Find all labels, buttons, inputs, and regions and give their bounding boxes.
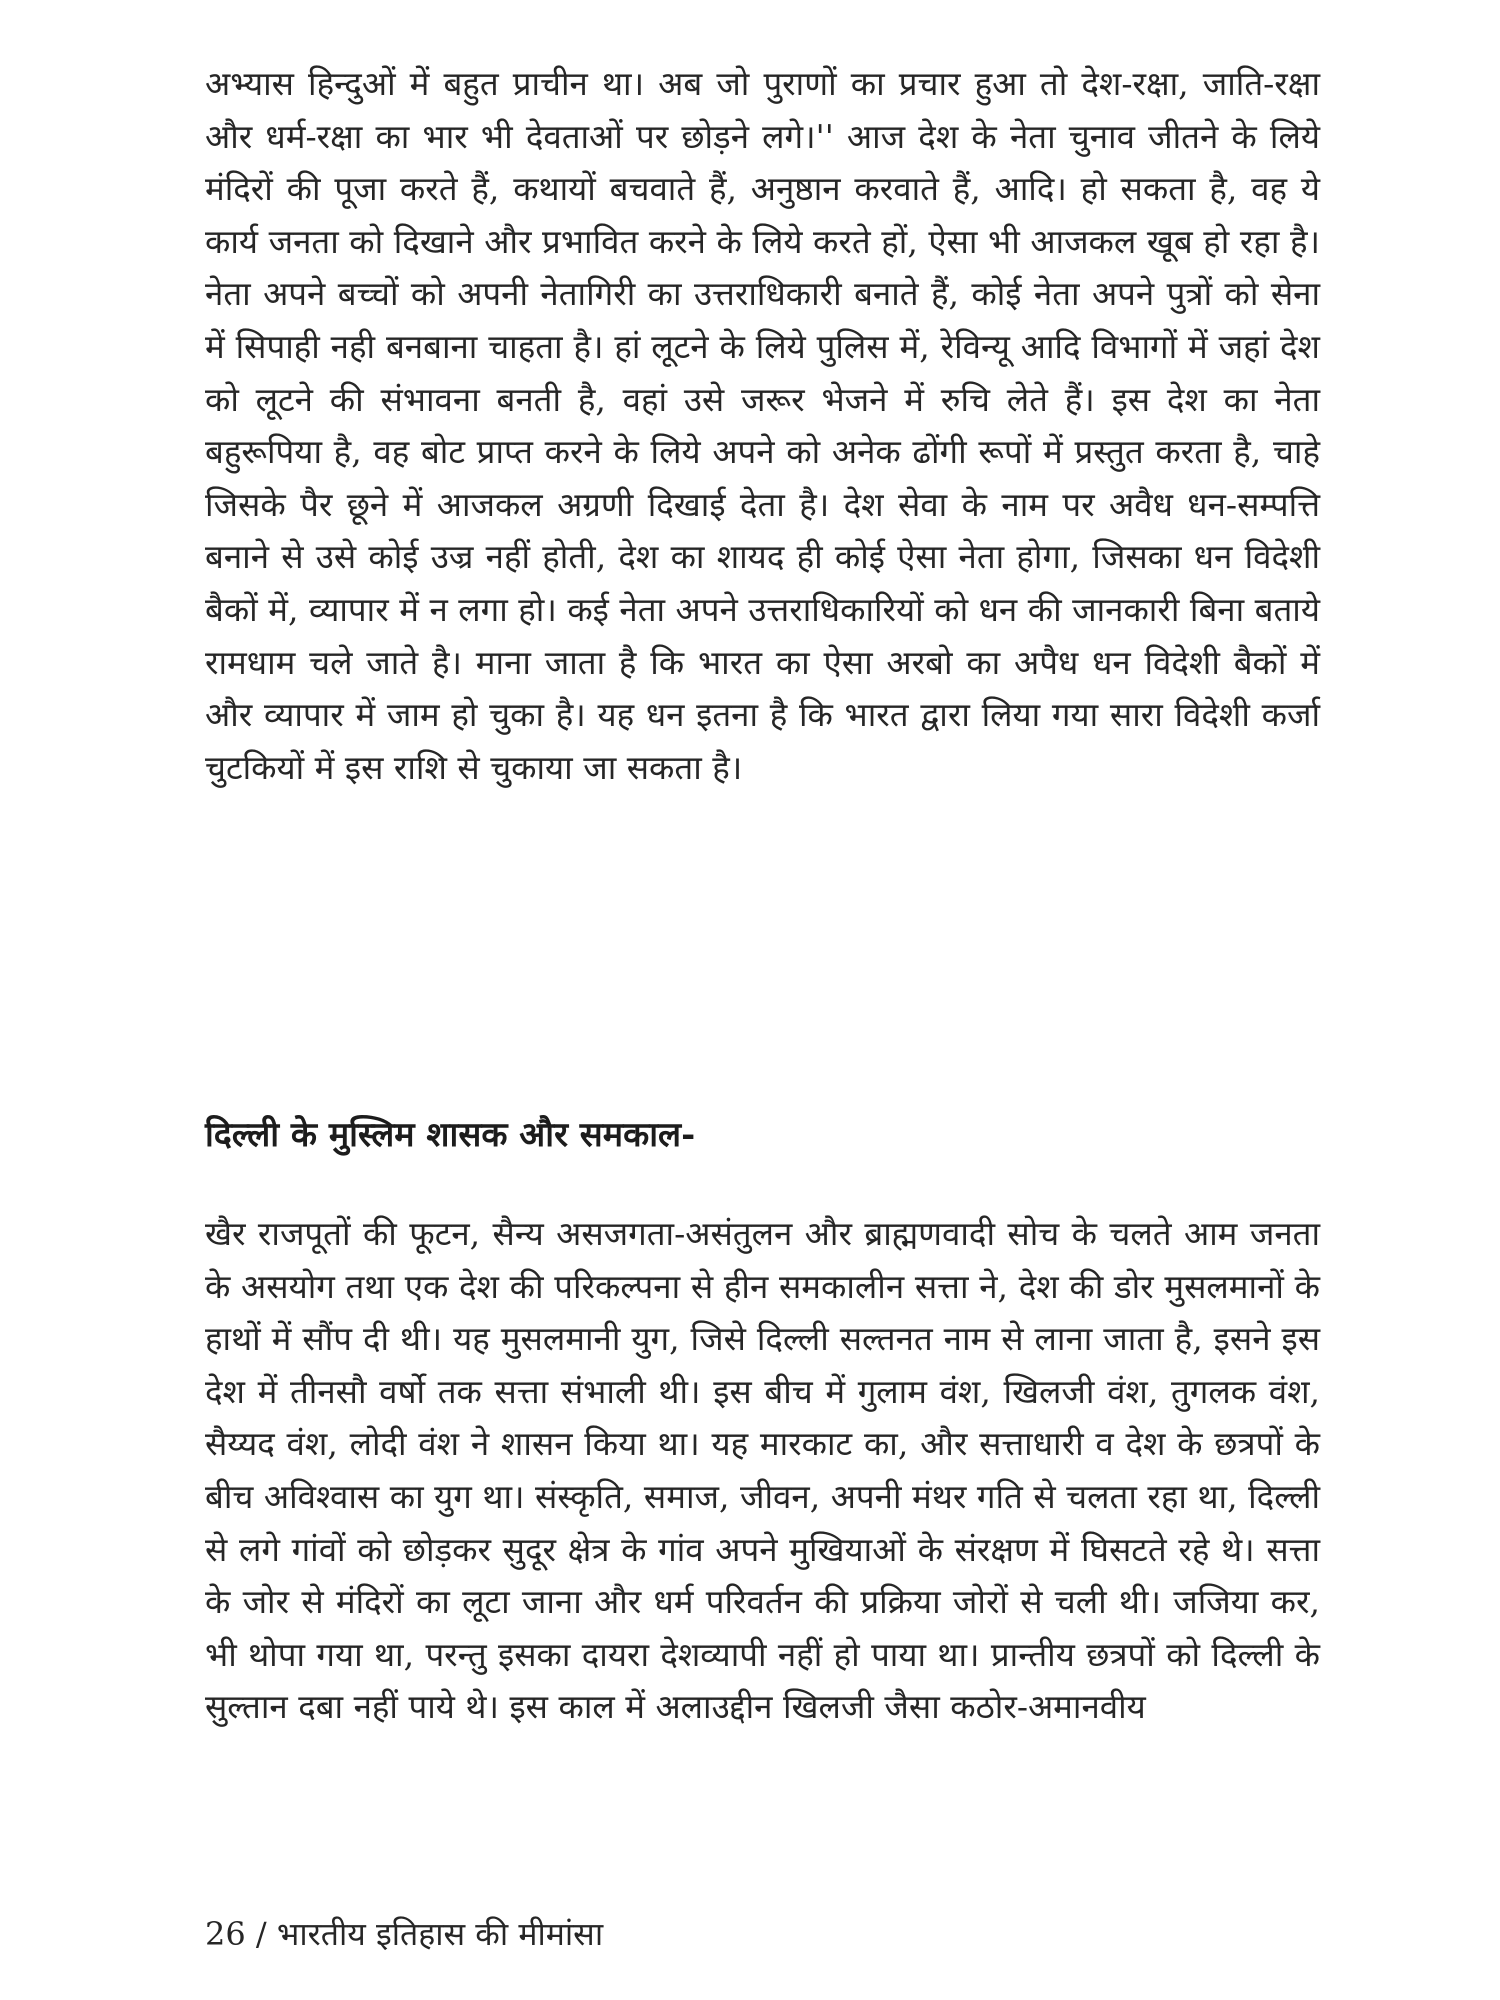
- section-heading: दिल्ली के मुस्लिम शासक और समकाल-: [205, 1115, 696, 1155]
- page-footer: 26 / भारतीय इतिहास की मीमांसा: [205, 1915, 604, 1953]
- body-paragraph-2: खैर राजपूतों की फूटन, सैन्य असजगता-असंतुलन और ब्राह्मणवादी सोच के चलते आम जनता के असयोग तथा एक देश की परिकल्पना से हीन समकालीन सत्ता ने, देश की डोर मुसलमानों के हाथों में सौंप दी थी। यह मुसलमानी युग, जिसे दिल्ली सल्तनत नाम से लाना जाता है, इसने इस देश में तीनसौ वर्षो तक सत्ता संभाली थी। इस बीच में गुलाम वंश, खिलजी वंश, तुगलक वंश, सैय्यद वंश, लोदी वंश ने शासन किया था। यह मारकाट का, और सत्ताधारी व देश के छत्रपों के बीच अविश्वास का युग था। संस्कृति, समाज, जीवन, अपनी मंथर गति से चलता रहा था, दिल्ली से लगे गांवों को छोड़कर सुदूर क्षेत्र के गांव अपने मुखियाओं के संरक्षण में घिसटते रहे थे। सत्ता के जोर से मंदिरों का लूटा जाना और धर्म परिवर्तन की प्रक्रिया जोरों से चली थी। जजिया कर, भी थोपा गया था, परन्तु इसका दायरा देशव्यापी नहीं हो पाया था। प्रान्तीय छत्रपों को दिल्ली के सुल्तान दबा नहीं पाये थे। इस काल में अलाउद्दीन खिलजी जैसा कठोर-अमानवीय: [205, 1214, 1320, 1727]
- book-page: [205, 30, 1320, 1970]
- body-paragraph-1: अभ्यास हिन्दुओं में बहुत प्राचीन था। अब जो पुराणों का प्रचार हुआ तो देश-रक्षा, जाति-रक्षा और धर्म-रक्षा का भार भी देवताओं पर छोड़ने लगे।'' आज देश के नेता चुनाव जीतने के लिये मंदिरों की पूजा करते हैं, कथायों बचवाते हैं, अनुष्ठान करवाते हैं, आदि। हो सकता है, वह ये कार्य जनता को दिखाने और प्रभावित करने के लिये करते हों, ऐसा भी आजकल खूब हो रहा है। नेता अपने बच्चों को अपनी नेतागिरी का उत्तराधिकारी बनाते हैं, कोई नेता अपने पुत्रों को सेना में सिपाही नही बनबाना चाहता है। हां लूटने के लिये पुलिस में, रेविन्यू आदि विभागों में जहां देश को लूटने की संभावना बनती है, वहां उसे जरूर भेजने में रुचि लेते हैं। इस देश का नेता बहुरूपिया है, वह बोट प्राप्त करने के लिये अपने को अनेक ढोंगी रूपों में प्रस्तुत करता है, चाहे जिसके पैर छूने में आजकल अग्रणी दिखाई देता है। देश सेवा के नाम पर अवैध धन-सम्पत्ति बनाने से उसे कोई उज्र नहीं होती, देश का शायद ही कोई ऐसा नेता होगा, जिसका धन विदेशी बैकों में, व्यापार में न लगा हो। कई नेता अपने उत्तराधिकारियों को धन की जानकारी बिना बताये रामधाम चले जाते है। माना जाता है कि भारत का ऐसा अरबो का अपैध धन विदेशी बैकों में और व्यापार में जाम हो चुका है। यह धन इतना है कि भारत द्वारा लिया गया सारा विदेशी कर्जा चुटकियों में इस राशि से चुकाया जा सकता है।: [205, 64, 1320, 787]
